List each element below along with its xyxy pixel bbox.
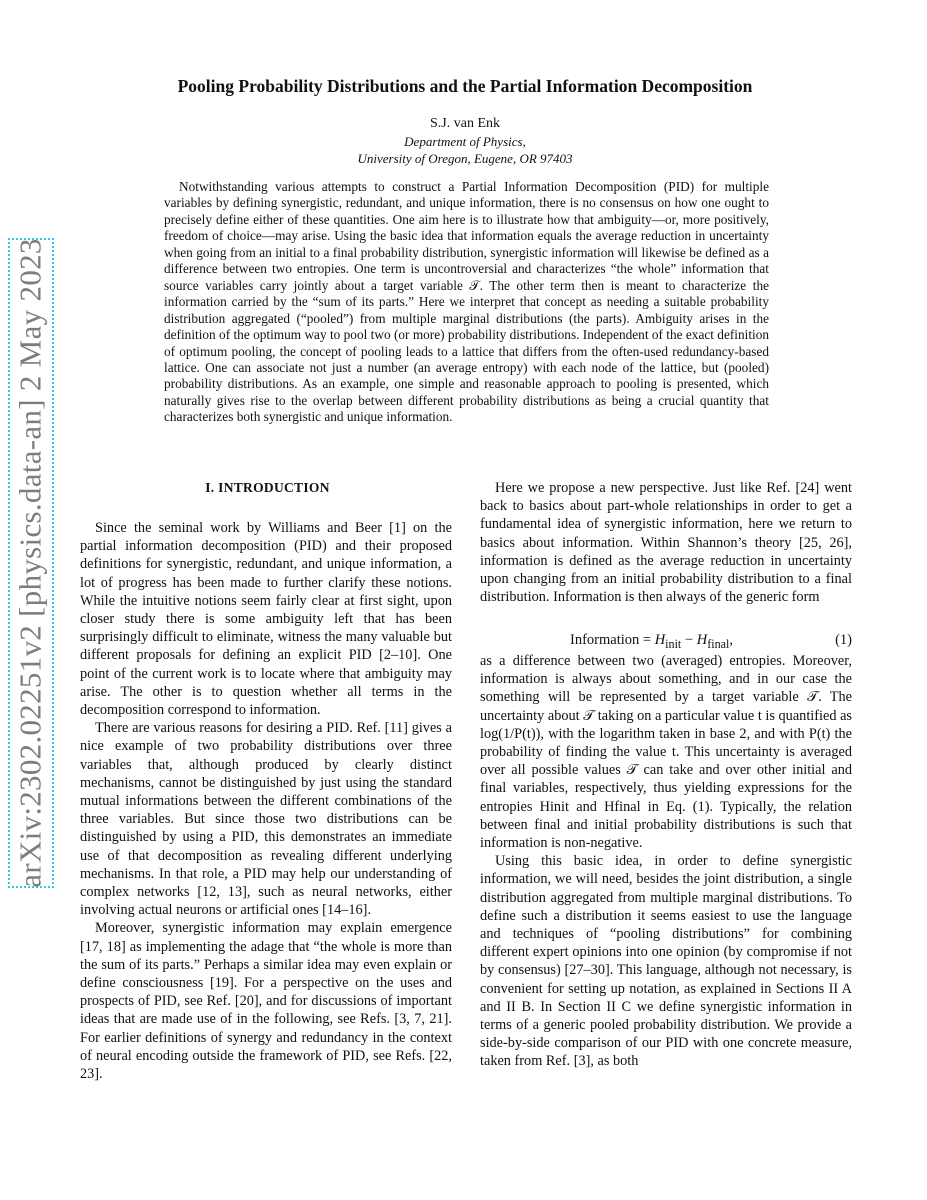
paragraph: There are various reasons for desiring a PID. Ref. [11] gives a nice example of two probability distributions over three variables that, although produced by clearly distinct mechanisms, cannot be distinguished by just using the standard mutual informations between the different combinations of the three variables. But since those two distributions can be distinguished by using a PID, this demonstrates an immediate use of that decomposition as revealing different underlying mechanisms. In that role, a PID may help our understanding of complex networks [12, 13], such as neural networks, either involving actual neurons or artificial ones [14–16]. bbox=[80, 720, 452, 919]
paragraph: Using this basic idea, in order to define synergistic information, we will need, besides the joint distribution, a single distribution aggregated from multiple marginal distributions. To define such a distribution it seems easiest to use the language and techniques of “pooling distributions” for combining different expert opinions into one opinion (by compromise if not by consensus) [27–30]. This language, although not necessary, is convenient for setting up notation, as explained in Sections II A and II B. In Section II C we define synergistic information in terms of a generic pooled probability distribution. We provide a side-by-side comparison of our PID with one concrete measure, taken from Ref. [3], as both bbox=[480, 853, 852, 1070]
affiliation bbox=[80, 133, 850, 167]
paragraph: Since the seminal work by Williams and Beer [1] on the partial information decomposition (PID) and their proposed definitions for synergistic, redundant, and unique information, a lot of progress has been made to further clarify these notions. While the intuitive notions seem fairly clear at first sight, upon closer study there is some ambiguity left that has been surprisingly difficult to eliminate, witness the many valuable but different proposals for defining an explicit PID [2–10]. One point of the current work is to locate where that ambiguity may arise. The other is to question whether all terms in the decomposition correspond to information. bbox=[80, 520, 452, 719]
paragraph: as a difference between two (averaged) entropies. Moreover, information is always about something, and in our case the something will be represented by a target variable 𝒯. The uncertainty about 𝒯 taking on a particular value t is quantified as log(1/P(t)), with the logarithm taken in base 2, and with P(t) the probability of finding the value t. This uncertainty is averaged over all possible values 𝒯 can take and over other initial and final variables, respectively, thus yielding expressions for the entropies Hinit and Hfinal in Eq. (1). Typically, the relation between final and initial probability distributions is such that information is non-negative. bbox=[480, 653, 852, 852]
section-heading: I. INTRODUCTION bbox=[205, 480, 330, 495]
arxiv-stamp bbox=[8, 238, 54, 888]
left-column bbox=[80, 519, 452, 1083]
university: University of Oregon, Eugene, OR 97403 bbox=[357, 151, 573, 166]
paper-title: Pooling Probability Distributions and the Partial Information Decomposition bbox=[177, 76, 753, 96]
paragraph: Moreover, synergistic information may explain emergence [17, 18] as implementing the adage that “the whole is more than the sum of its parts.” Perhaps a similar idea may even explain or define consciousness [19]. For a perspective on the uses and prospects of PID, see Ref. [20], and for discussions of important ideas that are made use of in the following, see Refs. [3, 7, 21]. For earlier definitions of synergy and redundancy in the context of neural encoding outside the framework of PID, see Refs. [22, 23]. bbox=[80, 920, 452, 1083]
paragraph: Here we propose a new perspective. Just like Ref. [24] went back to basics about part-whole relationships in order to get a fundamental idea of synergistic information, here we return to basics about information. Within Shannon’s theory [25, 26], information is defined as the average reduction in uncertainty upon changing from an initial probability distribution to a final distribution. Information is then always of the generic form bbox=[480, 480, 852, 606]
right-column-top bbox=[480, 479, 852, 606]
author-name: S.J. van Enk bbox=[430, 116, 500, 131]
equation-body: Information = $H_{init} - H_{final}$, bbox=[570, 632, 733, 651]
equation-number: (1) bbox=[835, 632, 852, 648]
arxiv-stamp-text: arXiv:2302.02251v2 [physics.data-an] 2 May 2023 bbox=[13, 238, 49, 888]
equation-1 bbox=[480, 632, 852, 652]
abstract: Notwithstanding various attempts to construct a Partial Information Decomposition (PID) for multiple variables by defining synergistic, redundant, and unique information, there is no consensus on how one ought to precisely define either of these quantities. One aim here is to illustrate how that ambiguity—or, more positively, freedom of choice—may arise. Using the basic idea that information equals the average reduction in uncertainty when going from an initial to a final probability distribution, synergistic information will likewise be defined as a difference between two entropies. One term is uncontroversial and characterizes “the whole” information that source variables carry jointly about a target variable 𝒯. The other term then is meant to characterize the information carried by the “sum of its parts.” Here we interpret that concept as needing a suitable probability distribution aggregated (“pooled”) from multiple marginal distributions (the parts). Ambiguity arises in the definition of the optimum way to pool two (or more) probability distributions. Independent of the exact definition of optimum pooling, the concept of pooling leads to a lattice that differs from the often-used redundancy-based lattice. One can associate not just a number (an average entropy) with each node of the lattice, but (pooled) probability distributions. As an example, one simple and reasonable approach to pooling is presented, which naturally gives rise to the overlap between different probability distributions as being a crucial quantity that characterizes both synergistic and unique information. bbox=[164, 179, 769, 425]
right-column-bottom bbox=[480, 652, 852, 1071]
department: Department of Physics, bbox=[404, 134, 526, 149]
